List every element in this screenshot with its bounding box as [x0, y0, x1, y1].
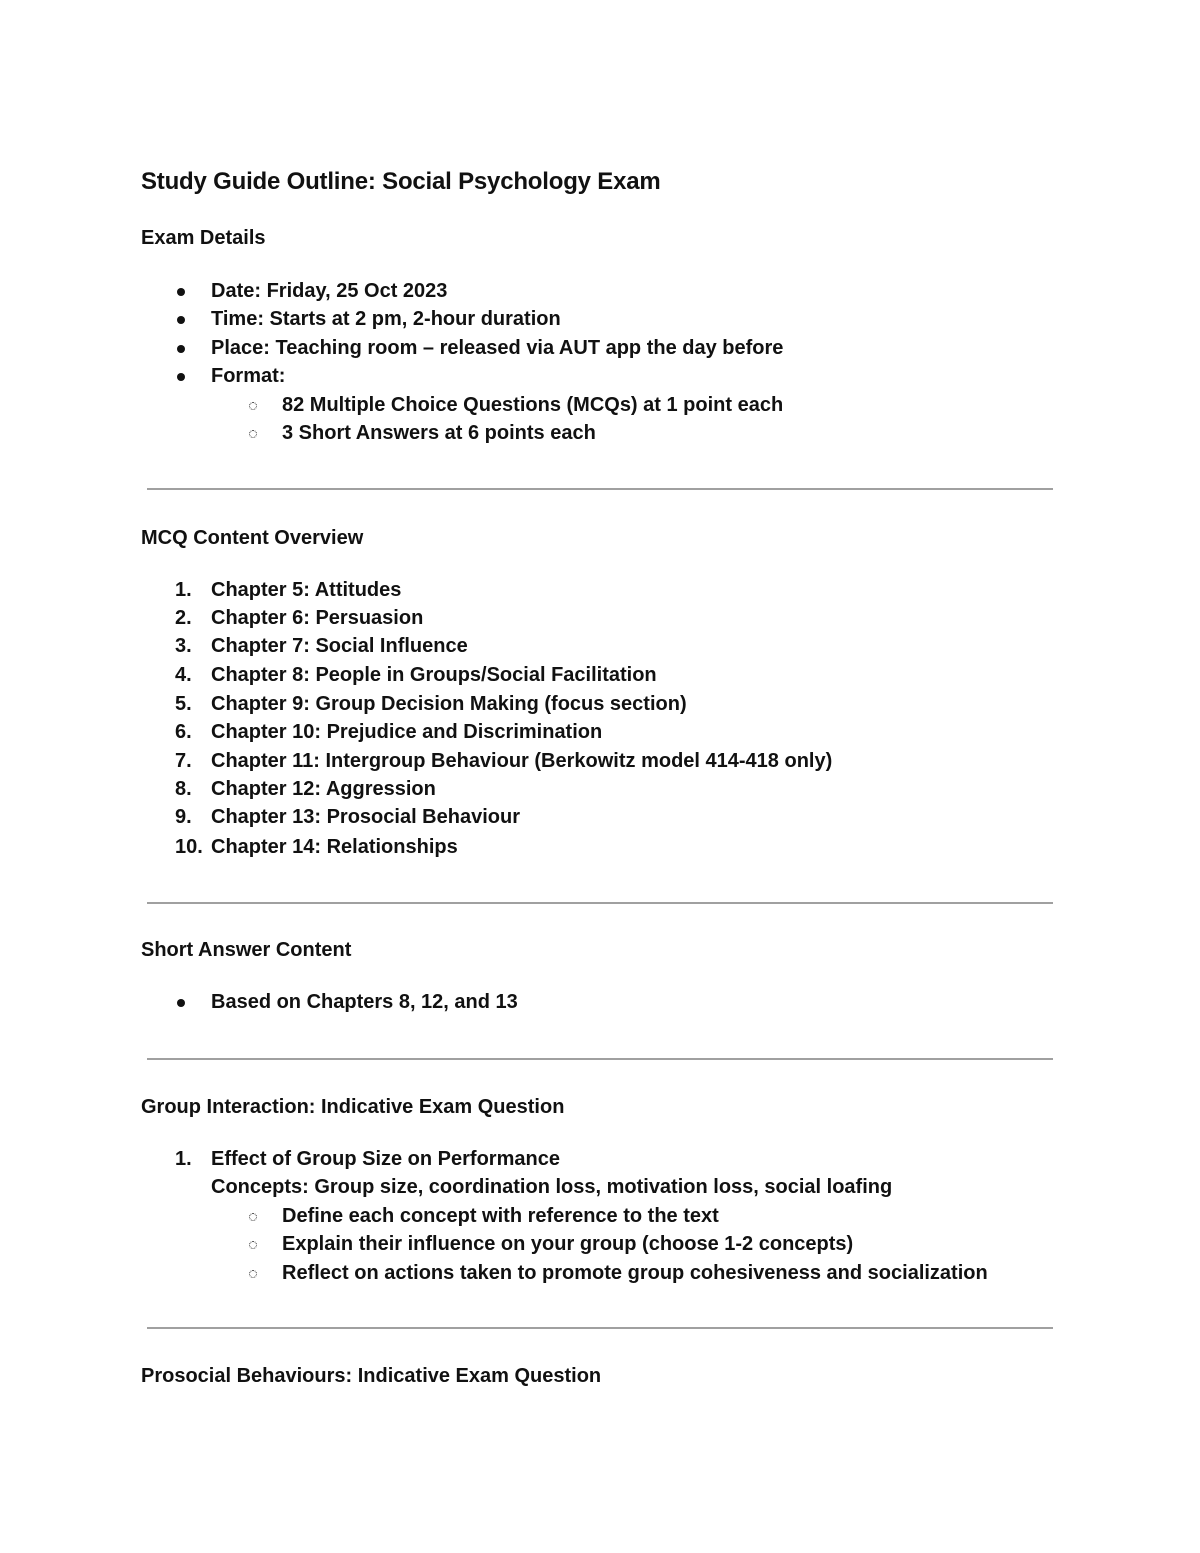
bullet-icon	[177, 345, 185, 353]
hollow-bullet-icon	[249, 430, 257, 438]
group-subitem: Define each concept with reference to the text	[282, 1205, 719, 1227]
mcq-item: Chapter 5: Attitudes	[211, 579, 402, 601]
mcq-item: Chapter 8: People in Groups/Social Facilitation	[211, 664, 657, 686]
bullet-icon	[177, 373, 185, 381]
list-number: 6.	[175, 721, 192, 743]
exam-date: Date: Friday, 25 Oct 2023	[211, 280, 448, 302]
mcq-item: Chapter 6: Persuasion	[211, 607, 424, 629]
page-title: Study Guide Outline: Social Psychology Exam	[141, 168, 661, 195]
format-item-short-answer: 3 Short Answers at 6 points each	[282, 422, 596, 444]
list-number: 10.	[175, 836, 203, 858]
mcq-item: Chapter 10: Prejudice and Discrimination	[211, 721, 603, 743]
hollow-bullet-icon	[249, 1241, 257, 1249]
mcq-item: Chapter 12: Aggression	[211, 778, 436, 800]
group-question-concepts: Concepts: Group size, coordination loss, motivation loss, social loafing	[211, 1176, 893, 1198]
mcq-item: Chapter 13: Prosocial Behaviour	[211, 806, 520, 828]
list-number: 1.	[175, 1148, 192, 1170]
group-subitem: Reflect on actions taken to promote group cohesiveness and socialization	[282, 1262, 988, 1284]
list-number: 5.	[175, 693, 192, 715]
list-number: 2.	[175, 607, 192, 629]
list-number: 7.	[175, 750, 192, 772]
group-subitem: Explain their influence on your group (choose 1-2 concepts)	[282, 1233, 854, 1255]
list-number: 1.	[175, 579, 192, 601]
horizontal-divider	[147, 1327, 1053, 1329]
list-number: 4.	[175, 664, 192, 686]
bullet-icon	[177, 999, 185, 1007]
bullet-icon	[177, 288, 185, 296]
horizontal-divider	[147, 1058, 1053, 1060]
list-number: 9.	[175, 806, 192, 828]
mcq-item: Chapter 7: Social Influence	[211, 635, 468, 657]
hollow-bullet-icon	[249, 1213, 257, 1221]
horizontal-divider	[147, 488, 1053, 490]
short-answer-heading: Short Answer Content	[141, 939, 352, 961]
hollow-bullet-icon	[249, 1270, 257, 1278]
short-answer-item: Based on Chapters 8, 12, and 13	[211, 991, 518, 1013]
bullet-icon	[177, 316, 185, 324]
exam-format: Format:	[211, 365, 286, 387]
list-number: 3.	[175, 635, 192, 657]
prosocial-heading: Prosocial Behaviours: Indicative Exam Question	[141, 1365, 602, 1387]
exam-details-heading: Exam Details	[141, 227, 266, 249]
hollow-bullet-icon	[249, 402, 257, 410]
exam-place: Place: Teaching room – released via AUT app the day before	[211, 337, 784, 359]
list-number: 8.	[175, 778, 192, 800]
mcq-item: Chapter 14: Relationships	[211, 836, 458, 858]
group-interaction-heading: Group Interaction: Indicative Exam Question	[141, 1096, 565, 1118]
mcq-item: Chapter 11: Intergroup Behaviour (Berkowitz model 414-418 only)	[211, 750, 833, 772]
mcq-heading: MCQ Content Overview	[141, 527, 364, 549]
exam-time: Time: Starts at 2 pm, 2-hour duration	[211, 308, 561, 330]
mcq-item: Chapter 9: Group Decision Making (focus section)	[211, 693, 687, 715]
format-item-mcq: 82 Multiple Choice Questions (MCQs) at 1 point each	[282, 394, 784, 416]
horizontal-divider	[147, 902, 1053, 904]
group-question-title: Effect of Group Size on Performance	[211, 1148, 560, 1170]
